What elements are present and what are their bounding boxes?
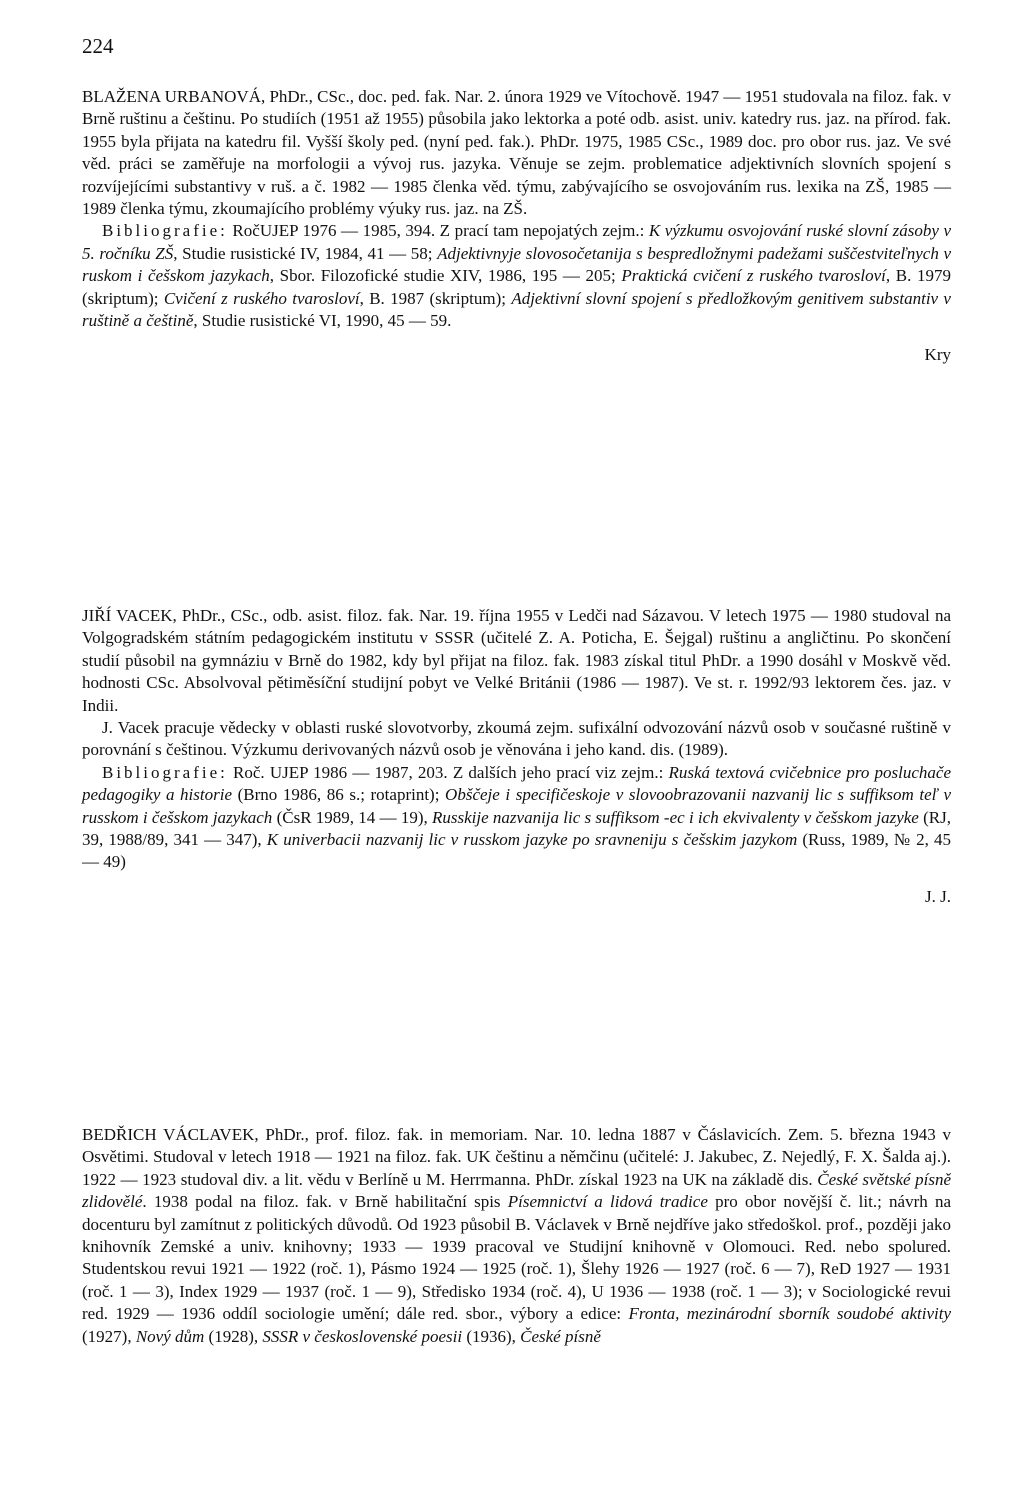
bib-run: (Brno 1986, 86 s.; rotaprint);	[232, 785, 446, 805]
bib-run: Adjektivní slovní spojení s předložkovým genitivem substantiv v ruštině a češtině	[82, 288, 951, 331]
bib-run: Ruská textová cvičebnice pro posluchače pedagogiky a historie	[82, 762, 952, 805]
bib-run: Cvičení z ruského tvarosloví	[163, 288, 360, 308]
author-signature: J. J.	[925, 886, 951, 906]
text-run: pro obor novější č. lit.; návrh na docenturu byl zamítnut z politických důvodů. Od 1923 působil B. Václavek v Brně nejdříve jako středoškol. prof., později jako knihovník Zemské a univ. knihovny; 1933 — 1939 pracoval ve Studijní knihovně v Olomouci. Red. nebo spolured. Studentskou revui 1921 — 1922 (roč. 1), Pásmo 1924 — 1925 (roč. 1), Šlehy 1926 — 1927 (roč. 6 — 7), ReD 1927 — 1931 (roč. 1 — 3), Index 1929 — 1937 (roč. 1 — 9), Středisko 1934 (roč. 4), U 1936 — 1938 (roč. 1 — 3); v Sociologické revui red. 1929 — 1936 oddíl sociologie umění; dále red. sbor., výbory a edice:	[82, 1192, 952, 1324]
text-run: České světské písně zlidovělé	[82, 1169, 952, 1212]
text-run: (1936),	[462, 1326, 521, 1346]
bib-run: , Sbor. Filozofické studie XIV, 1986, 195 — 205;	[269, 266, 622, 286]
text-run: SSSR v československé poesii	[262, 1326, 463, 1346]
bib-run: Bibliografie:	[102, 762, 228, 782]
bib-run: (RJ, 39, 1988/89, 341 — 347),	[82, 807, 951, 850]
entry-bibliography	[82, 762, 951, 874]
entry-paragraph: J. Vacek pracuje vědecky v oblasti ruské slovotvorby, zkoumá zejm. sufixální odvozování názvů osob v současné ruštině v porovnání s češtinou. Výzkumu derivovaných názvů osob je věnována i jeho kand. dis. (1989).	[82, 718, 951, 760]
author-signature: Kry	[924, 345, 951, 365]
bib-run: , Studie rusistické IV, 1984, 41 — 58;	[173, 243, 438, 263]
text-run: (1927),	[82, 1326, 136, 1346]
text-run: Nový dům	[135, 1326, 205, 1346]
bib-run: (ČsR 1989, 14 — 19),	[272, 807, 433, 827]
bib-run: Praktická cvičení z ruského tvarosloví	[621, 266, 886, 286]
text-run: Písemnictví a lidová tradice	[507, 1192, 708, 1212]
bib-run: K výzkumu osvojování ruské slovní zásoby v 5. ročníku ZŠ	[82, 221, 951, 263]
entry-urbanova	[82, 86, 951, 367]
text-run: . 1938 podal na filoz. fak. v Brně habilitační spis	[142, 1192, 508, 1212]
text-run: České písně	[520, 1326, 601, 1346]
bib-run: Obščeje i specifičeskoje v slovoobrazovanii nazvanij lic s suffiksom teľ v russkom i češskom jazykach	[82, 785, 952, 827]
entry-bibliography	[82, 220, 951, 332]
bib-run: , B. 1987 (skriptum);	[359, 288, 512, 308]
text-run: BEDŘICH VÁCLAVEK, PhDr., prof. filoz. fak. in memoriam. Nar. 10. ledna 1887 v Čáslavicích. Zem. 5. března 1943 v Osvětimi. Studoval v letech 1918 — 1921 na filoz. fak. UK češtinu a němčinu (učitelé: J. Jakubec, Z. Nejedlý, F. X. Šalda aj.). 1922 — 1923 studoval div. a lit. vědu v Berlíně u M. Herrmanna. PhDr. získal 1923 na UK na základě dis.	[82, 1125, 951, 1189]
bib-run: (Russ, 1989, № 2, 45 — 49)	[82, 830, 951, 872]
text-run: (1928),	[204, 1326, 263, 1346]
bib-run: , B. 1979 (skriptum);	[82, 266, 951, 308]
text-run: Fronta, mezinárodní sborník soudobé aktivity	[628, 1304, 951, 1324]
page-number: 224	[82, 34, 114, 58]
entry-paragraph: BLAŽENA URBANOVÁ, PhDr., CSc., doc. ped. fak. Nar. 2. února 1929 ve Vítochově. 1947 — 1951 studovala na filoz. fak. v Brně ruštinu a češtinu. Po studiích (1951 až 1955) působila jako lektorka a poté odb. asist. univ. katedry rus. jaz. na přírod. fak. 1955 byla přijata na katedru fil. Vyšší školy ped. (nyní ped. fak.). PhDr. 1975, 1985 CSc., 1989 doc. pro obor rus. jaz. Ve své věd. práci se zaměřuje na morfologii a vývoj rus. jazyka. Věnuje se zejm. problematice adjektivních slovních spojení s rozvíjejícími substantivy v ruš. a č. 1982 — 1985 členka věd. týmu, zabývajícího se osvojováním rus. lexika na ZŠ, 1985 — 1989 členka týmu, zkoumajícího problémy výuky rus. jaz. na ZŠ.	[82, 87, 951, 219]
entry-paragraph	[82, 1124, 951, 1348]
bib-run: Bibliografie:	[102, 221, 228, 241]
bib-run: Russkije nazvanija lic s suffiksom -ec i ich ekvivalenty v češskom jazyke	[432, 807, 919, 827]
entry-vacek	[82, 605, 951, 908]
bib-run: RočUJEP 1976 — 1985, 394. Z prací tam nepojatých zejm.:	[227, 221, 649, 241]
entry-paragraph: JIŘÍ VACEK, PhDr., CSc., odb. asist. filoz. fak. Nar. 19. října 1955 v Ledči nad Sázavou. V letech 1975 — 1980 studoval na Volgogradském státním pedagogickém institutu v SSSR (učitelé Z. A. Poticha, E. Šejgal) ruštinu a angličtinu. Po skončení studií působil na gymnáziu v Brně do 1982, kdy byl přijat na filoz. fak. 1983 získal titul PhDr. a 1990 dosáhl v Moskvě věd. hodnosti CSc. Absolvoval pětiměsíční studijní pobyt ve Velké Británii (1986 — 1987). Ve st. r. 1992/93 lektorem čes. jaz. v Indii.	[82, 606, 951, 715]
entry-vaclavek	[82, 1124, 951, 1348]
bib-run: K univerbacii nazvanij lic v russkom jazyke po sravneniju s češskim jazykom	[266, 830, 798, 850]
bib-run: , Studie rusistické VI, 1990, 45 — 59.	[193, 311, 452, 331]
bib-run: Roč. UJEP 1986 — 1987, 203. Z dalších jeho prací viz zejm.:	[227, 762, 669, 782]
bib-run: Adjektivnyje slovosočetanija s bespredložnymi padežami suščestviteľnych v ruskom i češskom jazykach	[82, 243, 951, 286]
